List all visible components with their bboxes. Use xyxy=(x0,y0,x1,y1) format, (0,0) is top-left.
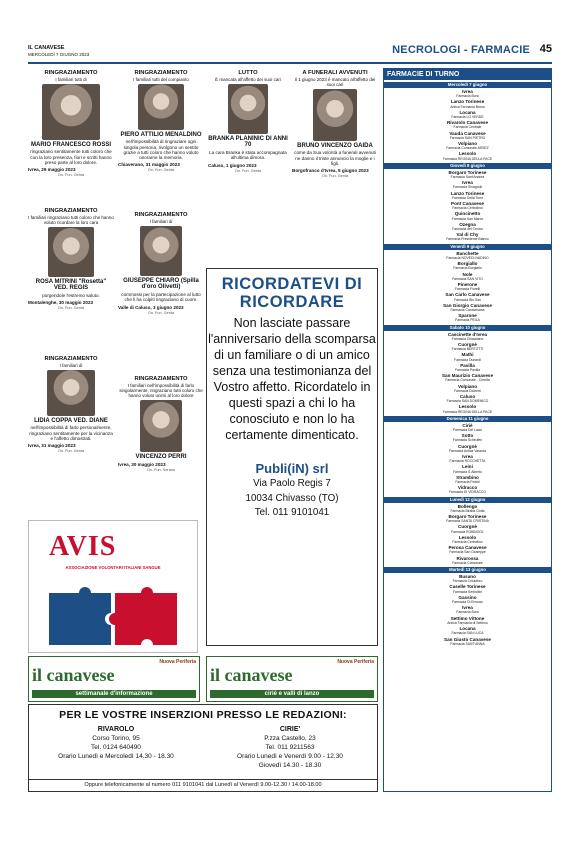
ad-address-line: 10034 Chivasso (TO) xyxy=(245,492,339,504)
banner-settimanale xyxy=(28,656,200,702)
portrait-photo xyxy=(140,400,182,452)
obit-signature: On. Fun. Genta xyxy=(57,173,85,178)
ricordatevi-ad xyxy=(206,268,378,646)
obit-sub: I familiari di xyxy=(149,218,173,224)
obituary-card xyxy=(118,212,204,372)
redazione-name: RIVAROLO xyxy=(97,726,135,733)
farmacia-name: Farmacia BERTOTTI xyxy=(451,347,484,352)
farmacia-name: Farmacia Fiorelli xyxy=(454,287,481,292)
farmacia-name: Farmacia San Giuseppe xyxy=(449,550,486,555)
avis-ad xyxy=(28,520,198,653)
farmacia-town: Sparone xyxy=(458,313,477,319)
farmacia-town: Perosa Canavese xyxy=(448,545,487,551)
ad-company: Publi(iN) srl xyxy=(255,461,329,476)
redazione-rivarolo xyxy=(29,725,203,770)
obit-signature: On. Fun. Genta xyxy=(234,168,262,173)
obit-head: RINGRAZIAMENTO xyxy=(134,70,188,76)
farmacia-town: Cuorgnè xyxy=(458,524,477,530)
farmacia-town: San Giusto Canavese xyxy=(444,636,491,642)
obit-sub: Il 1 giugno 2023 è mancato all'affetto dei suoi cari xyxy=(294,76,376,87)
banner-ciriè xyxy=(206,656,378,702)
obit-date: Caluso, 1 giugno 2023 xyxy=(208,162,257,168)
farmacia-town: Sotto xyxy=(461,433,474,439)
farmacia-name: Farmacia LO VERDE xyxy=(451,115,484,120)
obit-signature: On. Fun. Serano xyxy=(146,468,176,473)
farmacia-name: Farmacia Comunale ASSEZ xyxy=(446,146,489,151)
obit-sub: I familiari ringraziano tutti coloro che hanno voluto ricordare la loro cara xyxy=(28,214,114,225)
farmacia-name: Farmacia REGINA DELLA PACE xyxy=(442,156,493,161)
farmacia-name: Farmacia del Centro xyxy=(452,227,483,232)
redazione-line: Orario Lunedì e Venerdì 9.00 - 12.30 xyxy=(237,753,343,760)
banner-note: Nuova Periferia xyxy=(337,659,374,665)
farmacie-day-header: Giovedì 8 giugno xyxy=(384,163,551,169)
farmacia-name: Farmacia Antica Vassola xyxy=(448,448,487,453)
obit-date: Borgofranco d'Ivrea, 5 giugno 2023 xyxy=(292,168,369,174)
farmacia-name: Farmacia Canavesana xyxy=(450,307,485,312)
obit-signature: On. Fun. Genta xyxy=(321,174,349,179)
farmacia-town: Strambino xyxy=(456,474,479,480)
farmacie-title: FARMACIE DI TURNO xyxy=(384,69,551,80)
farmacia-name: Farmacia S.Alberto xyxy=(452,469,483,474)
farmacia-name: Farmacia SANT'ANNA xyxy=(450,641,485,646)
avis-logo-text: AVIS xyxy=(49,531,117,562)
farmacia-name: Farmacia Bora xyxy=(456,94,479,99)
farmacia-name: Farmacia Fedeli xyxy=(455,480,480,485)
issue-date: MERCOLEDÌ 7 GIUGNO 2023 xyxy=(28,52,90,57)
farmacie-day-header: Martedì 13 giugno xyxy=(384,567,551,573)
farmacia-name: Farmacia SAN PIETRO xyxy=(449,135,486,140)
farmacia-town: Vidracco xyxy=(457,485,478,491)
redazione-line: Tel. 011 9211563 xyxy=(265,744,315,751)
obit-sub: I familiari di xyxy=(59,362,83,368)
redazione-line: Corso Torino, 95 xyxy=(92,735,140,742)
farmacia-name: Farmacia Pavilla xyxy=(454,367,481,372)
obituary-card xyxy=(208,70,288,260)
obituary-card xyxy=(292,70,378,260)
redazione-line: Orario Lunedì e Mercoledì 14.30 - 18.30 xyxy=(58,753,174,760)
obituary-card xyxy=(28,356,114,516)
farmacia-name: Antica Farmacia di Settimo xyxy=(447,620,488,625)
farmacia-name: Farmacia Scheufen xyxy=(452,438,483,443)
obit-head: LUTTO xyxy=(238,70,258,76)
farmacia-town: Cascinette d'Ivrea xyxy=(447,331,488,337)
publication-name: IL CANAVESE xyxy=(28,45,65,51)
farmacia-name: Farmacia Sant'Andrea xyxy=(450,175,485,180)
obit-sub: I familiari tutti del compianto xyxy=(133,76,189,82)
farmacia-name: Farmacia Cerbollino xyxy=(452,540,483,545)
obit-name: GIUSEPPE CHIARO (Spilla d'oro Olivetti) xyxy=(123,277,199,291)
farmacia-name: Farmacia Del Lacci xyxy=(452,427,483,432)
farmacia-town: Borgiallo xyxy=(457,261,478,267)
obit-date: Montalenghe, 30 maggio 2023 xyxy=(28,300,94,306)
farmacia-name: Farmacia REGINA DELLA PACE xyxy=(442,409,493,414)
obit-name: LIDIA COPPA VED. DIANE xyxy=(34,417,108,424)
farmacia-town: Val di Chy xyxy=(456,232,479,238)
farmacia-name: Farmacia ROCCHETTA xyxy=(449,459,486,464)
farmacia-town: Cuorgnè xyxy=(458,443,477,449)
obit-signature: On. Fun. Genta xyxy=(147,310,175,315)
farmacia-name: Farmacia Bora xyxy=(456,610,479,615)
redazione-cirie xyxy=(203,725,377,770)
obit-name: VINCENZO PERRI xyxy=(135,453,187,460)
farmacia-town: Ivrea xyxy=(462,180,473,186)
farmacie-day-header: Mercoledì 7 giugno xyxy=(384,82,551,88)
farmacia-town: Mathi xyxy=(461,352,474,358)
farmacie-list xyxy=(384,82,551,646)
obit-name: MARIO FRANCESCO ROSSI xyxy=(30,141,111,148)
farmacia-name: Farmacia Diuberti xyxy=(454,388,481,393)
farmacia-town: Ciriè xyxy=(462,422,473,428)
farmacia-town: Lessolo xyxy=(458,151,477,157)
obit-date: Ivrea, 29 maggio 2023 xyxy=(28,167,76,173)
farmacia-name: Farmacia PEILA xyxy=(455,318,480,323)
farmacia-town: Cuorgnè xyxy=(458,341,477,347)
farmacia-town: Ozegna xyxy=(459,221,476,227)
portrait-photo xyxy=(140,226,182,276)
obit-name: BRUNO VINCENZO GAIDA xyxy=(297,142,373,149)
banner-logo: il canavese xyxy=(210,665,293,685)
portrait-photo xyxy=(42,84,100,140)
farmacia-name: Farmacia SAN VITO xyxy=(452,276,483,281)
obit-text: come da Sua volontà a funerali avvenuti ne danno il triste annuncio la moglie e i figli. xyxy=(294,150,376,166)
banner-logo: il canavese xyxy=(32,665,115,685)
obit-text: La cara Branka è stata accompagnata all'ultima dimora. xyxy=(209,150,287,161)
obit-head: RINGRAZIAMENTO xyxy=(44,208,98,214)
newspaper-banners xyxy=(28,656,378,702)
obit-sub: I familiari tutti di xyxy=(55,76,87,82)
farmacia-name: Farmacia Biraba Gotta xyxy=(450,508,485,513)
farmacia-name: Farmacia SANTA CRISTINA xyxy=(446,519,489,524)
obit-date: Chiaverano, 31 maggio 2023 xyxy=(118,162,180,168)
farmacia-town: Leini xyxy=(462,464,473,470)
ad-title: RICORDATEVI DI RICORDARE xyxy=(221,275,363,311)
avis-subtitle: ASSOCIAZIONE VOLONTARI ITALIANI SANGUE xyxy=(65,565,161,570)
banner-subtitle: settimanale d'informazione xyxy=(32,690,196,698)
farmacia-name: Farmacia Comunale xyxy=(452,560,483,565)
farmacia-name: Farmacia Borgiallo xyxy=(453,266,482,271)
farmacia-town: Rivarolo Canavese xyxy=(446,120,489,126)
redazione-name: CIRIE' xyxy=(279,726,301,733)
farmacia-town: Ivrea xyxy=(462,89,473,94)
farmacia-name: Farmacia San Marco xyxy=(451,216,484,221)
farmacia-name: Farmacia Dunardi xyxy=(454,357,481,362)
banner-note: Nuova Periferia xyxy=(159,659,196,665)
farmacia-name: Farmacia Cerbollino xyxy=(452,206,483,211)
farmacia-town: Borgaro Torinese xyxy=(448,514,487,520)
farmacia-town: Nole xyxy=(462,271,473,277)
farmacia-town: Rivarossa xyxy=(456,555,479,561)
portrait-photo xyxy=(48,227,94,277)
redazioni-heading: PER LE VOSTRE INSERZIONI PRESSO LE REDAZIONI: xyxy=(59,709,347,721)
obit-head: RINGRAZIAMENTO xyxy=(44,356,98,362)
farmacia-town: San Giorgio Canavese xyxy=(443,302,492,308)
farmacia-name: Farmacia Chiaudano xyxy=(451,336,484,341)
obit-date: Ivrea, 31 maggio 2023 xyxy=(28,443,76,449)
farmacie-day-header: Venerdì 9 giugno xyxy=(384,244,551,250)
obit-head: RINGRAZIAMENTO xyxy=(134,376,188,382)
farmacia-name: Farmacia Cristoforo xyxy=(452,579,483,584)
farmacia-town: Locana xyxy=(459,626,476,632)
obit-date: Ivrea, 30 maggio 2023 xyxy=(118,462,166,468)
farmacia-town: Banchette xyxy=(456,250,479,256)
farmacia-town: Pont Canavese xyxy=(451,201,484,207)
obit-name: PIERO ATTILIO MENALDINO xyxy=(120,131,202,138)
farmacie-day-header: Domenica 11 giugno xyxy=(384,416,551,422)
farmacia-name: Farmacia Sinagnoli xyxy=(452,185,483,190)
obit-signature: On. Fun. Genta xyxy=(57,449,85,454)
farmacia-town: Locana xyxy=(459,109,476,115)
farmacia-town: Pavilla xyxy=(460,362,475,368)
portrait-photo xyxy=(313,89,357,141)
farmacia-name: Farmacia Bin.San xyxy=(454,297,481,302)
portrait-photo xyxy=(228,84,268,134)
farmacia-town: San Maurizio Canavese xyxy=(441,373,494,379)
obit-head: RINGRAZIAMENTO xyxy=(134,212,188,218)
obit-text: ringraziano sentitamente tutti coloro che con la loro presenza, fiori e scritti hanno preso parte al loro dolore. xyxy=(30,149,112,165)
redazioni-box xyxy=(28,704,378,792)
ad-phone: Tel. 011 9101041 xyxy=(254,507,330,518)
farmacia-town: Ivrea xyxy=(462,605,473,611)
farmacia-town: Pinerone xyxy=(457,281,478,287)
obit-head: A FUNERALI AVVENUTI xyxy=(302,70,368,76)
obit-text: nell'impossibilità di farlo personalmente, ringraziano sentitamente per la vicinanza e l'affetto dimostrati. xyxy=(29,425,113,441)
farmacia-town: Borgaro Torinese xyxy=(448,169,487,175)
obit-head: RINGRAZIAMENTO xyxy=(44,70,98,76)
farmacia-name: Farmacia DI VIDRACCO xyxy=(448,490,487,495)
obituary-card xyxy=(28,208,114,356)
farmacia-name: Farmacia Della Torre xyxy=(451,195,484,200)
portrait-photo xyxy=(47,370,95,416)
page-number: 45 xyxy=(539,43,552,55)
redazione-line: Tel. 0124 640490 xyxy=(91,744,141,751)
obit-signature: On. Fun. Genta xyxy=(57,306,85,311)
farmacia-town: Lanzo Torinese xyxy=(450,190,485,196)
obit-name: BRANKA PLANINIC DI ANNI 70 xyxy=(208,135,288,149)
farmacie-day-header: Lunedì 12 giugno xyxy=(384,497,551,503)
farmacia-name: Farmacia Serbollini xyxy=(452,589,483,594)
farmacia-name: Farmacia Centrale xyxy=(453,125,482,130)
farmacia-town: Lessolo xyxy=(458,404,477,410)
redazione-line: P.zza Castello, 23 xyxy=(264,735,316,742)
farmacia-town: Gassino xyxy=(458,594,477,600)
farmacia-name: Farmacia Comunale - Cerelta xyxy=(445,378,490,383)
farmacia-town: Busano xyxy=(459,574,476,580)
farmacia-name: Farmacia Presidente Bianco xyxy=(446,237,489,242)
farmacia-name: Farmacia NOVEDI NADINO xyxy=(446,255,489,260)
obit-text: nell'impossibilità di ringraziare ogni singola persona, rivolgono un sentito grazie a tutti coloro che hanno voluto onorarne la memoria. xyxy=(123,139,199,161)
farmacia-name: Farmacia SAN LUCA xyxy=(451,631,484,636)
obit-signature: On. Fun. Genta xyxy=(147,168,175,173)
obituary-card xyxy=(118,70,204,218)
obit-text: commossi per la partecipazione al lutto che li ha colpiti ringraziano di cuore. xyxy=(121,292,201,303)
farmacie-day-header: Sabato 10 giugno xyxy=(384,325,551,331)
farmacia-town: Bollengo xyxy=(457,503,478,509)
farmacia-town: Caluso xyxy=(459,393,476,399)
farmacia-town: Ivrea xyxy=(462,454,473,459)
farmacia-town: San Carlo Canavese xyxy=(445,292,490,298)
section-title: NECROLOGI - FARMACIE xyxy=(392,44,530,56)
farmacia-town: Lanzo Torinese xyxy=(450,99,485,105)
banner-subtitle: cirié e valli di lanzo xyxy=(210,690,374,698)
farmacia-name: Farmacia SAN DOMENICO xyxy=(446,399,489,404)
ad-body: Non lasciate passare l'anniversario della scomparsa di un familiare o di un amico senza una testimonianza del Vostro affetto. Ricordatelo in questi spazi a chi lo ha conosciuto e non lo ha certamente dimenticato. xyxy=(208,316,376,442)
obit-sub: È mancata all'affetto dei suoi cari xyxy=(215,76,281,82)
obit-date: Valle di Caluso, 3 giugno 2023 xyxy=(118,304,184,310)
farmacia-town: Volpiano xyxy=(457,383,478,389)
farmacia-name: Antica Farmacia Bruno xyxy=(450,104,485,109)
puzzle-hands-icon xyxy=(29,573,199,653)
farmacia-town: Caselle Torinese xyxy=(449,584,486,590)
farmacia-town: Quincinetto xyxy=(454,211,481,217)
redazione-line: Giovedì 14.30 - 18.30 xyxy=(258,762,322,769)
farmacia-name: Farmacia ROBBIOGL xyxy=(451,529,484,534)
obit-name: ROSA MITRINI "Rosetta" VED. REGIS xyxy=(35,278,107,292)
farmacia-town: Lessolo xyxy=(458,534,477,540)
farmacia-town: Volpiano xyxy=(457,141,478,147)
portrait-photo xyxy=(138,84,184,130)
farmacia-town: Settimo Vittone xyxy=(450,615,485,621)
ad-address-line: Via Paolo Regis 7 xyxy=(253,478,331,489)
obit-sub: I familiari nell'impossibilità di farlo singolarmente, ringraziano tutti coloro che hanno voluto unirsi al loro dolore xyxy=(119,382,203,398)
farmacia-name: Farmacia Di Ermoso xyxy=(452,600,483,605)
redazioni-footer: Oppure telefonicamente al numero 011 9101041 dal Lunedì al Venerdì 9.00-12.30 / 14.00-18.00 xyxy=(29,779,377,788)
farmacia-town: Vauda Canavese xyxy=(449,130,486,136)
obituary-card xyxy=(118,376,204,516)
farmacie-column xyxy=(383,68,552,792)
obit-text: porgendole l'estremo saluto. xyxy=(42,293,100,299)
page-header xyxy=(28,44,552,64)
